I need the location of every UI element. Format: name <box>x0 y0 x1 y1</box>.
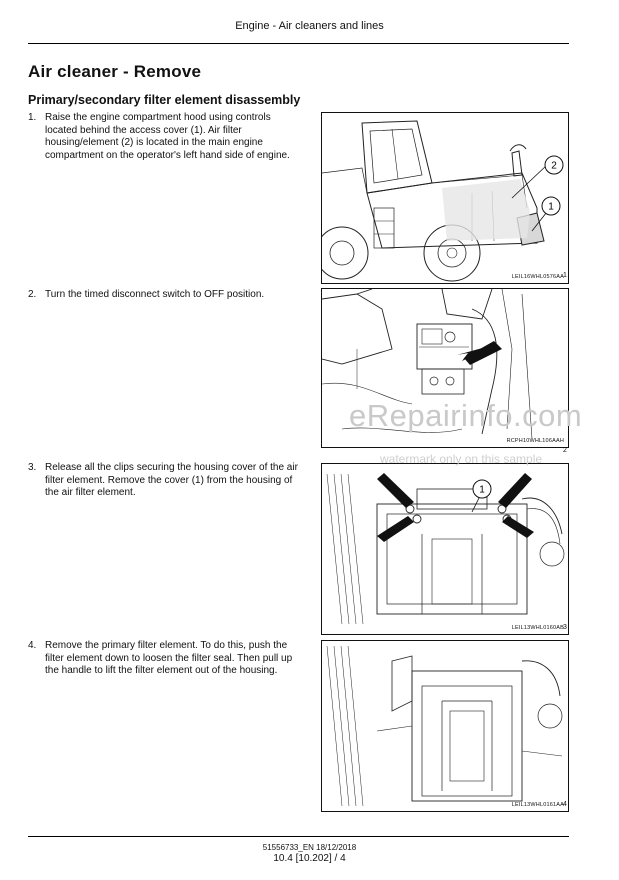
step-number: 4. <box>28 640 37 651</box>
pointer-arrow <box>502 516 534 538</box>
callout-label: 2 <box>551 160 557 172</box>
step-text: Raise the engine compartment hood using controls located behind the access cover (1). Air filter housing/element (2) is located in the main engine compartment on the operator's left hand side of engine. <box>45 112 290 161</box>
watermark-text: eRepairinfo.com <box>349 398 583 433</box>
figure-1 <box>321 112 569 284</box>
step-4 <box>28 640 303 678</box>
figure-3 <box>321 463 569 635</box>
footer-doc-id: 51556733_EN 18/12/2018 <box>262 843 357 852</box>
pointer-arrow <box>377 516 414 542</box>
step-number: 2. <box>28 289 37 300</box>
callout-label: 1 <box>548 201 554 213</box>
footer-page-number: 10.4 [10.202] / 4 <box>273 853 346 864</box>
step-text: Release all the clips securing the housing cover of the air filter element. Remove the cover (1) from the housing of the air filter element. <box>45 462 298 499</box>
step-number: 3. <box>28 462 37 473</box>
figure-code: LEIL13WHL0160AB <box>511 625 564 631</box>
pointer-arrow <box>498 473 532 508</box>
header-rule <box>28 43 569 44</box>
figure-code: LEIL16WHL0576AA <box>511 274 564 280</box>
figure-number: 3 <box>563 624 567 631</box>
figure-number: 2 <box>563 447 567 454</box>
figure-number: 4 <box>563 801 567 808</box>
wheel-loader-illustration <box>322 113 568 283</box>
filter-element-illustration <box>322 641 568 811</box>
filter-housing-clips-illustration <box>322 464 568 634</box>
figure-code: LEIL13WHL0161AA <box>511 802 564 808</box>
figure-code: RCPH10WHL106AAH <box>506 438 564 444</box>
figure-number: 1 <box>563 272 567 279</box>
figure-4 <box>321 640 569 812</box>
running-header: Engine - Air cleaners and lines <box>235 20 384 32</box>
watermark-subtext: watermark only on this sample <box>380 452 543 466</box>
step-3 <box>28 462 303 500</box>
step-number: 1. <box>28 112 37 123</box>
step-text: Remove the primary filter element. To do this, push the filter element down to loosen the filter seal. Then pull up the handle to lift the filter element out of the housing. <box>45 640 293 677</box>
step-1 <box>28 112 303 162</box>
section-title: Air cleaner - Remove <box>28 62 202 81</box>
callout-label: 1 <box>479 484 485 496</box>
footer-rule <box>28 836 569 837</box>
step-text: Turn the timed disconnect switch to OFF position. <box>45 289 265 300</box>
section-subtitle: Primary/secondary filter element disassembly <box>28 93 301 107</box>
pointer-arrow <box>377 473 414 508</box>
step-2 <box>28 289 303 302</box>
